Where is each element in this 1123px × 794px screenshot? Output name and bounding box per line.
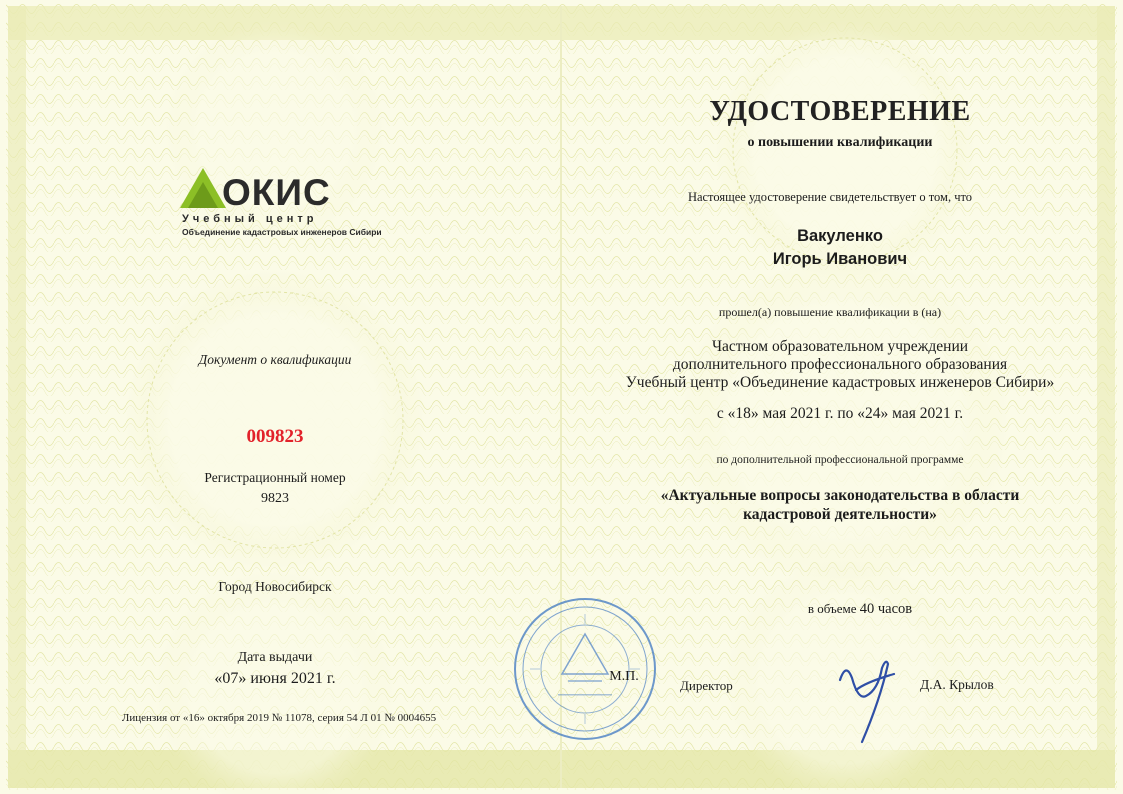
volume-prefix: в объеме	[807, 601, 857, 616]
registration-label: Регистрационный номер	[204, 470, 346, 485]
holder-surname: Вакуленко	[797, 227, 883, 245]
organization-line-2: дополнительного профессионального образования	[672, 356, 1008, 373]
volume-value: 40 часов	[859, 601, 913, 617]
organization-line-1: Частном образовательном учреждении	[711, 338, 969, 355]
logo-subtitle: Учебный центр	[182, 213, 318, 225]
program-label: по дополнительной профессиональной программе	[716, 454, 964, 466]
okis-logo	[178, 160, 382, 240]
logo-triangle-icon	[180, 168, 226, 210]
logo-organization: Объединение кадастровых инженеров Сибири	[182, 227, 382, 237]
director-name: Д.А. Крылов	[920, 677, 994, 692]
certificate-subtitle: о повышении квалификации	[747, 135, 933, 150]
training-volume	[780, 601, 940, 618]
license-info: Лицензия от «16» октября 2019 № 11078, серия 54 Л 01 № 0004655	[121, 712, 437, 724]
director-signature	[832, 650, 912, 750]
left-rosette	[125, 270, 425, 570]
document-number: 009823	[246, 426, 304, 447]
document-kind: Документ о квалификации	[198, 352, 352, 367]
registration-number: 9823	[261, 491, 289, 506]
certificate-title: УДОСТОВЕРЕНИЕ	[709, 96, 971, 127]
program-title-line-2: кадастровой деятельности»	[743, 506, 937, 523]
organization-line-3: Учебный центр «Объединение кадастровых инженеров Сибири»	[625, 374, 1055, 391]
city: Город Новосибирск	[218, 579, 332, 594]
training-period: с «18» мая 2021 г. по «24» мая 2021 г.	[716, 405, 964, 422]
logo-wordmark: ОКИС	[222, 172, 331, 213]
holder-given-names: Игорь Иванович	[772, 250, 908, 268]
stamp-mark-label: М.П.	[609, 669, 639, 684]
director-label: Директор	[680, 678, 733, 693]
program-title-line-1: «Актуальные вопросы законодательства в области	[660, 487, 1020, 504]
certify-statement: Настоящее удостоверение свидетельствует о том, что	[687, 190, 973, 204]
issue-date: «07» июня 2021 г.	[214, 670, 336, 687]
training-statement: прошел(а) повышение квалификации в (на)	[718, 305, 942, 319]
issue-date-label: Дата выдачи	[237, 650, 313, 665]
